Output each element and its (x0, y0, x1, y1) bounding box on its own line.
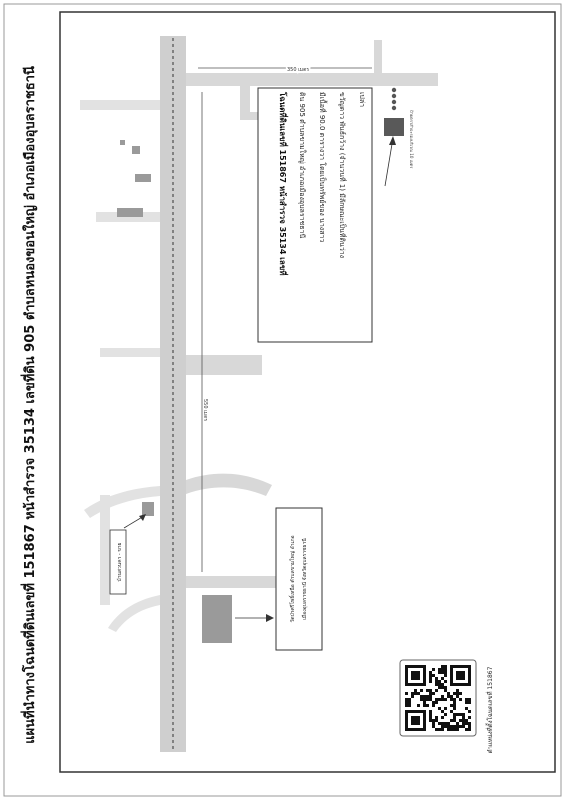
qr-finder-module (450, 677, 453, 680)
rod-marker (392, 106, 396, 110)
qr-finder-module (405, 668, 408, 671)
qr-module (435, 689, 438, 692)
qr-module (459, 719, 462, 722)
qr-finder-module (423, 665, 426, 668)
qr-module (429, 710, 432, 713)
qr-finder-module (468, 671, 471, 674)
qr-module (438, 698, 441, 701)
temple-line-2: เมืองอุบลราชธานี จังหวัดอุบลราชธานี (302, 538, 308, 620)
left-lane-5 (100, 495, 110, 605)
land-info-box (258, 88, 372, 342)
qr-finder-module (468, 668, 471, 671)
qr-module (450, 704, 453, 707)
qr-module (429, 674, 432, 677)
land-info-line-4: เปล่า (358, 92, 366, 108)
qr-module (468, 722, 471, 725)
qr-finder-module (423, 677, 426, 680)
qr-finder-module (405, 680, 408, 683)
qr-finder-module (408, 710, 411, 713)
qr-module (462, 722, 465, 725)
qr-module (450, 725, 453, 728)
qr-finder-module (405, 713, 408, 716)
qr-module (426, 689, 429, 692)
qr-finder-module (423, 668, 426, 671)
qr-finder-module (405, 728, 408, 731)
qr-module (411, 692, 414, 695)
qr-module (444, 698, 447, 701)
qr-module (432, 692, 435, 695)
qr-finder-module (414, 671, 417, 674)
qr-module (459, 713, 462, 716)
qr-finder-module (456, 665, 459, 668)
qr-finder-module (417, 710, 420, 713)
qr-finder-module (468, 680, 471, 683)
qr-module (429, 689, 432, 692)
qr-module (441, 716, 444, 719)
qr-module (453, 719, 456, 722)
qr-finder-module (405, 716, 408, 719)
qr-module (453, 701, 456, 704)
shop-label: บ้านสวนคา - ขาย (117, 542, 123, 582)
qr-finder-module (408, 665, 411, 668)
qr-finder-module (468, 674, 471, 677)
qr-module (438, 728, 441, 731)
qr-module (426, 695, 429, 698)
qr-module (444, 725, 447, 728)
qr-finder-module (405, 665, 408, 668)
qr-finder-module (417, 665, 420, 668)
qr-module (450, 719, 453, 722)
qr-module (435, 683, 438, 686)
distance-road-label: 550 เมตร (202, 398, 208, 422)
shop-building (142, 502, 154, 516)
qr-module (405, 701, 408, 704)
qr-module (441, 698, 444, 701)
qr-module (438, 680, 441, 683)
qr-finder-module (462, 677, 465, 680)
map-title: แผนที่นำทางโฉนดที่ดินเลขที่ 151867 หน้าสำรวจ 35134 เลขที่ดิน 905 ตำบลหนองขอนใหญ่ อำเภอเมืองอุบลราชธานี (23, 66, 38, 744)
qr-module (453, 716, 456, 719)
qr-module (405, 698, 408, 701)
qr-module (450, 710, 453, 713)
qr-module (438, 722, 441, 725)
qr-module (429, 713, 432, 716)
qr-module (441, 665, 444, 668)
qr-module (432, 704, 435, 707)
qr-module (453, 713, 456, 716)
qr-module (444, 707, 447, 710)
qr-finder-module (459, 683, 462, 686)
qr-module (441, 671, 444, 674)
qr-finder-module (414, 716, 417, 719)
qr-finder-module (405, 677, 408, 680)
qr-finder-module (414, 683, 417, 686)
qr-finder-module (417, 722, 420, 725)
qr-module (456, 728, 459, 731)
qr-module (468, 698, 471, 701)
qr-module (444, 665, 447, 668)
qr-finder-module (468, 677, 471, 680)
qr-finder-module (411, 683, 414, 686)
qr-module (429, 719, 432, 722)
qr-finder-module (462, 671, 465, 674)
qr-module (456, 725, 459, 728)
temple-label-box (276, 508, 322, 650)
qr-finder-module (462, 674, 465, 677)
qr-finder-module (405, 683, 408, 686)
qr-finder-module (450, 668, 453, 671)
qr-module (465, 719, 468, 722)
qr-module (405, 704, 408, 707)
qr-finder-module (411, 677, 414, 680)
land-info-line-1: ดิน 905 ตำบลขามใหญ่ อำเภอเมืองอุบลราชธานี (298, 92, 306, 239)
qr-finder-module (417, 677, 420, 680)
qr-finder-module (462, 683, 465, 686)
qr-module (435, 716, 438, 719)
qr-finder-module (423, 710, 426, 713)
qr-module (417, 704, 420, 707)
qr-finder-module (411, 710, 414, 713)
qr-module (468, 728, 471, 731)
land-info-line-3: ขวัญดาว พันธ์กว้าง (จำนวนที่ 1) มีลักษณะเป็นที่ดินว่าง (338, 92, 346, 259)
qr-module (447, 725, 450, 728)
target-parcel (384, 118, 404, 136)
qr-module (441, 728, 444, 731)
qr-module (423, 704, 426, 707)
qr-finder-module (405, 710, 408, 713)
land-info-line-2: มีเนื้อที่ 90.0 ตารางวา โดยเป็นทรัพย์ของ นางสาว (318, 92, 326, 243)
qr-finder-module (450, 680, 453, 683)
qr-finder-module (411, 716, 414, 719)
qr-finder-module (408, 683, 411, 686)
qr-module (423, 698, 426, 701)
qr-module (444, 689, 447, 692)
qr-module (453, 725, 456, 728)
qr-module (468, 725, 471, 728)
qr-module (465, 698, 468, 701)
qr-finder-module (414, 722, 417, 725)
qr-finder-module (423, 671, 426, 674)
qr-finder-module (420, 728, 423, 731)
qr-module (447, 722, 450, 725)
distance-top-label: 350 เมตร (286, 67, 310, 73)
qr-module (435, 677, 438, 680)
qr-module (462, 716, 465, 719)
qr-finder-module (420, 683, 423, 686)
qr-module (459, 725, 462, 728)
qr-module (450, 698, 453, 701)
qr-module (444, 680, 447, 683)
left-lane-3 (100, 348, 160, 357)
qr-finder-module (414, 677, 417, 680)
qr-finder-module (465, 665, 468, 668)
qr-module (441, 725, 444, 728)
side-road-2 (186, 355, 262, 375)
qr-module (441, 695, 444, 698)
qr-finder-module (417, 674, 420, 677)
qr-module (444, 668, 447, 671)
qr-module (468, 716, 471, 719)
qr-finder-module (459, 665, 462, 668)
temple-line-1: วัดป่าศรีโพธิ์เหนือ ตำบลขามใหญ่ อำเภอ (290, 535, 296, 623)
qr-module (462, 713, 465, 716)
qr-module (432, 722, 435, 725)
qr-finder-module (456, 683, 459, 686)
rod-marker (392, 94, 396, 98)
qr-module (444, 686, 447, 689)
qr-finder-module (417, 716, 420, 719)
qr-module (408, 698, 411, 701)
qr-module (435, 728, 438, 731)
qr-finder-module (408, 728, 411, 731)
qr-module (417, 692, 420, 695)
qr-finder-module (411, 665, 414, 668)
qr-module (450, 695, 453, 698)
qr-module (453, 728, 456, 731)
qr-finder-module (423, 728, 426, 731)
qr-module (408, 701, 411, 704)
building (120, 140, 125, 145)
qr-finder-module (417, 683, 420, 686)
qr-module (420, 698, 423, 701)
qr-finder-module (411, 674, 414, 677)
qr-finder-module (456, 677, 459, 680)
qr-finder-module (468, 683, 471, 686)
qr-module (456, 722, 459, 725)
qr-module (414, 692, 417, 695)
qr-module (447, 695, 450, 698)
qr-finder-module (423, 713, 426, 716)
qr-module (423, 701, 426, 704)
qr-module (453, 704, 456, 707)
qr-finder-module (465, 683, 468, 686)
qr-finder-module (411, 728, 414, 731)
qr-module (429, 677, 432, 680)
qr-module (438, 683, 441, 686)
qr-finder-module (405, 671, 408, 674)
qr-finder-module (411, 722, 414, 725)
qr-module (444, 671, 447, 674)
qr-module (429, 698, 432, 701)
qr-module (441, 668, 444, 671)
qr-finder-module (405, 722, 408, 725)
qr-module (405, 692, 408, 695)
qr-module (447, 728, 450, 731)
qr-finder-module (417, 671, 420, 674)
qr-finder-module (414, 674, 417, 677)
qr-finder-module (405, 674, 408, 677)
qr-finder-module (423, 719, 426, 722)
qr-caption: ตำแหน่งที่ตั้งโฉนดเลขที่ 151867 (487, 666, 494, 754)
qr-finder-module (417, 719, 420, 722)
qr-finder-module (423, 674, 426, 677)
top-road (186, 73, 438, 86)
qr-module (468, 710, 471, 713)
qr-module (459, 692, 462, 695)
qr-module (441, 677, 444, 680)
qr-module (456, 713, 459, 716)
qr-finder-module (411, 719, 414, 722)
qr-module (432, 668, 435, 671)
qr-finder-module (423, 680, 426, 683)
qr-finder-module (405, 719, 408, 722)
qr-module (447, 692, 450, 695)
qr-module (429, 680, 432, 683)
qr-module (435, 680, 438, 683)
qr-finder-module (411, 671, 414, 674)
qr-module (444, 674, 447, 677)
qr-finder-module (414, 719, 417, 722)
qr-finder-module (423, 725, 426, 728)
qr-finder-module (423, 683, 426, 686)
qr-module (456, 695, 459, 698)
qr-module (414, 689, 417, 692)
qr-module (438, 668, 441, 671)
qr-module (468, 701, 471, 704)
qr-module (423, 695, 426, 698)
qr-finder-module (420, 665, 423, 668)
qr-finder-module (414, 710, 417, 713)
qr-finder-module (453, 683, 456, 686)
building (117, 208, 143, 217)
qr-module (435, 701, 438, 704)
qr-module (441, 710, 444, 713)
qr-finder-module (414, 728, 417, 731)
qr-module (435, 719, 438, 722)
qr-finder-module (423, 716, 426, 719)
qr-finder-module (456, 674, 459, 677)
qr-module (465, 701, 468, 704)
qr-module (426, 698, 429, 701)
qr-finder-module (420, 710, 423, 713)
qr-module (444, 713, 447, 716)
qr-module (456, 689, 459, 692)
temple-building (202, 595, 232, 643)
qr-finder-module (459, 677, 462, 680)
qr-module (456, 692, 459, 695)
qr-module (441, 686, 444, 689)
top-road-spur (374, 40, 382, 80)
qr-module (432, 725, 435, 728)
qr-module (453, 692, 456, 695)
side-road-3 (186, 576, 280, 588)
qr-module (465, 707, 468, 710)
qr-module (420, 689, 423, 692)
qr-module (429, 692, 432, 695)
qr-finder-module (456, 671, 459, 674)
qr-module (429, 671, 432, 674)
qr-module (453, 707, 456, 710)
qr-finder-module (453, 665, 456, 668)
qr-module (462, 725, 465, 728)
qr-module (432, 674, 435, 677)
rod-marker (392, 100, 396, 104)
rod-marker-label: ป้ายตราสำปะรองบริเวณ 10 เมตร (409, 110, 414, 169)
qr-module (411, 695, 414, 698)
qr-finder-module (459, 674, 462, 677)
qr-module (450, 728, 453, 731)
building (132, 146, 140, 154)
qr-finder-module (462, 665, 465, 668)
qr-finder-module (450, 671, 453, 674)
qr-module (438, 671, 441, 674)
qr-finder-module (450, 665, 453, 668)
qr-module (441, 683, 444, 686)
building (135, 174, 151, 182)
qr-finder-module (450, 683, 453, 686)
qr-module (408, 704, 411, 707)
land-info-heading: โฉนดที่ดินเลขที่ 151867 หน้าสำรวจ 35134 เลขที่ (278, 92, 287, 276)
qr-module (438, 686, 441, 689)
qr-module (432, 719, 435, 722)
qr-module (435, 698, 438, 701)
qr-finder-module (414, 665, 417, 668)
qr-finder-module (468, 665, 471, 668)
left-lane-1 (80, 100, 160, 110)
qr-module (438, 707, 441, 710)
qr-module (441, 722, 444, 725)
qr-finder-module (423, 722, 426, 725)
qr-module (444, 722, 447, 725)
qr-module (465, 722, 468, 725)
qr-module (432, 701, 435, 704)
qr-finder-module (459, 671, 462, 674)
qr-module (459, 698, 462, 701)
qr-module (465, 728, 468, 731)
qr-module (462, 719, 465, 722)
qr-module (429, 716, 432, 719)
qr-module (453, 698, 456, 701)
qr-finder-module (417, 728, 420, 731)
qr-finder-module (405, 725, 408, 728)
qr-finder-module (450, 674, 453, 677)
qr-module (429, 695, 432, 698)
qr-module (426, 704, 429, 707)
rod-marker (392, 88, 396, 92)
qr-module (420, 695, 423, 698)
